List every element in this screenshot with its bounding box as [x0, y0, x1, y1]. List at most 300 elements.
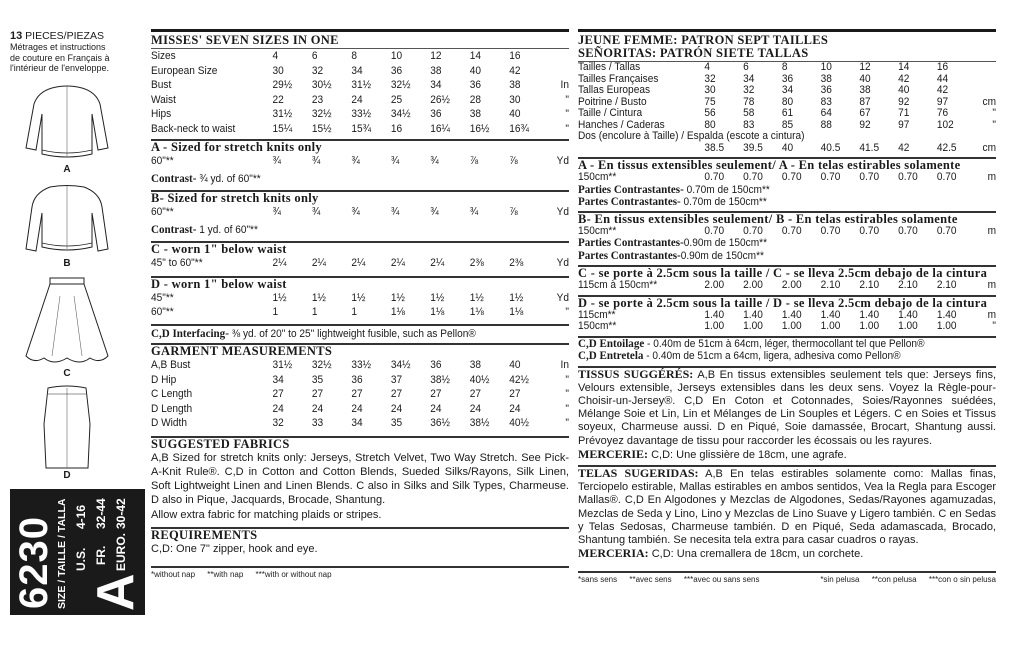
row-label: 115cm**	[578, 308, 616, 321]
fr-view-d-table	[578, 310, 996, 333]
cell-value: 2¼	[272, 257, 287, 269]
cell-value: 33½	[351, 108, 372, 120]
unit	[549, 49, 569, 64]
cell-value: 83	[743, 118, 755, 131]
unit: m	[987, 279, 997, 291]
footnote: ***avec ou sans sens	[683, 575, 760, 585]
unit: In	[560, 79, 570, 91]
cell-value: 36	[469, 79, 482, 91]
cell-value: ⅞	[469, 155, 479, 167]
row-label: Hanches / Caderas	[578, 118, 665, 131]
view-c-label: C	[63, 368, 71, 379]
cell-value: 24	[351, 93, 363, 106]
table-row	[151, 402, 569, 417]
cell-value: 2¼	[351, 257, 366, 269]
table-row	[578, 85, 996, 97]
unit	[549, 64, 569, 79]
cell-value: ¾	[469, 206, 479, 218]
table-row	[578, 280, 996, 292]
cell-value: 0.70	[820, 171, 841, 183]
size-letter: A	[87, 573, 145, 611]
cell-value: 31½	[272, 359, 293, 371]
view-a-contrast: Contrast- ¾ yd. of 60"**	[151, 170, 261, 185]
cell-value: 29½	[272, 79, 293, 91]
size-range-us-label: U.S.	[74, 547, 88, 571]
unit: m	[987, 171, 997, 183]
fr-view-d-title: D - se porte à 2.5cm sous la taille / D - se lleva 2.5cm debajo de la cintura	[578, 295, 988, 310]
cell-value: 26½	[430, 93, 450, 106]
cell-value: 1.00	[781, 320, 802, 332]
cell-value: 80	[781, 95, 794, 108]
pattern-number-badge	[10, 489, 145, 615]
cell-value: 23	[311, 93, 324, 106]
size-range-euro-label: EURO.	[114, 532, 128, 571]
row-label: European Size	[151, 64, 218, 77]
cell-value: 61	[781, 107, 794, 119]
cell-value: 42	[898, 72, 910, 85]
cell-value: 15½	[311, 122, 332, 135]
row-label: 60"**	[151, 155, 174, 167]
requirements-text: C,D: One 7" zipper, hook and eye.	[151, 542, 318, 555]
cell-value: 0.70	[936, 224, 957, 237]
view-b-yardage-table	[151, 205, 569, 220]
cell-value: 31½	[351, 79, 372, 91]
cell-value: ¾	[390, 206, 400, 218]
cell-value: 24	[272, 402, 284, 415]
table-row	[151, 373, 569, 388]
cell-value: 64	[820, 107, 832, 119]
cell-value: ⅞	[509, 206, 518, 218]
cell-value: 2⅜	[469, 257, 484, 269]
table-row	[578, 108, 996, 120]
cell-value: 1.00	[820, 320, 841, 332]
cell-value: 37	[390, 373, 403, 386]
cell-value: 36	[390, 64, 403, 77]
english-footnotes	[151, 570, 569, 579]
row-label: Waist	[151, 93, 176, 106]
table-row	[151, 154, 569, 169]
cell-value: 12	[430, 50, 442, 62]
cell-value: 88	[820, 118, 832, 131]
unit: cm	[982, 95, 997, 108]
spanish-title: SEÑORITAS: PATRÓN SIETE TALLAS	[578, 46, 809, 60]
row-label: Bust	[151, 79, 172, 91]
entretela-note: C,D Entretela - 0.40m de 51cm a 64cm, ligera, adhesiva como Pellon®	[578, 348, 901, 362]
french-note-line: l'intérieur de l'enveloppe.	[10, 63, 109, 73]
cell-value: ¾	[311, 206, 321, 218]
footnote: ***con o sin pelusa	[928, 575, 996, 585]
cell-value: 32½	[311, 359, 332, 371]
cell-value: ¾	[351, 155, 360, 167]
cell-value: 1.40	[859, 308, 880, 321]
cell-value: 1.00	[704, 320, 725, 332]
table-row	[151, 205, 569, 220]
row-label: D Width	[151, 417, 187, 429]
cell-value: ⅞	[509, 155, 518, 167]
cell-value: 1.40	[704, 308, 725, 321]
cell-value: 15¼	[272, 122, 293, 135]
row-label: 150cm**	[578, 171, 617, 183]
cell-value: 32	[311, 64, 324, 77]
cell-value: 38.5	[704, 141, 725, 154]
cell-value: 1.40	[936, 308, 957, 321]
cell-value: 32	[272, 417, 284, 429]
row-label: Tailles / Tallas	[578, 61, 641, 73]
cell-value: 1.00	[743, 320, 763, 332]
view-d-label: D	[63, 470, 71, 481]
cell-value: ¾	[272, 155, 281, 167]
footnote: *sin pelusa	[820, 575, 860, 585]
cell-value: 83	[820, 95, 832, 108]
unit: "	[565, 108, 570, 120]
cell-value: 42½	[509, 373, 529, 386]
cell-value: 40	[898, 84, 910, 96]
cell-value: 1⅛	[430, 306, 445, 318]
table-row	[151, 93, 569, 108]
cell-value: 36	[430, 108, 442, 120]
cell-value: 33½	[351, 359, 372, 371]
cell-value: 32	[743, 84, 755, 96]
cell-value: 36½	[430, 417, 450, 429]
cell-value: 1.00	[936, 320, 957, 332]
view-c-yardage-title: C - worn 1" below waist	[151, 242, 287, 256]
cell-value: 12	[859, 61, 871, 73]
size-range-fr: 32-44	[94, 498, 108, 529]
table-row	[578, 143, 996, 155]
cell-value: 38	[820, 72, 832, 85]
row-label: Tallas Europeas	[578, 84, 651, 96]
es-view-b-contrast: Partes Contrastantes-0.90m de 150cm**	[578, 247, 764, 262]
cell-value: 35	[311, 373, 324, 386]
row-label: Tailles Françaises	[578, 72, 659, 85]
cell-value: 2.10	[859, 279, 880, 291]
cell-value: 1½	[430, 291, 445, 304]
unit: "	[565, 388, 570, 400]
cell-value: 32	[704, 72, 716, 85]
cell-value: 0.70	[704, 171, 725, 183]
unit: "	[565, 93, 570, 106]
cell-value: 16½	[469, 122, 490, 135]
es-view-a-contrast: Partes Contrastantes- 0.70m de 150cm**	[578, 194, 767, 208]
unit: "	[565, 306, 570, 318]
view-a-yardage-title: A - Sized for stretch knits only	[151, 140, 322, 154]
cell-value: 2.10	[936, 279, 957, 291]
table-row	[151, 291, 569, 306]
row-label: D Hip	[151, 373, 177, 386]
row-label: 60"**	[151, 306, 174, 318]
table-row	[578, 310, 996, 322]
table-row	[151, 49, 569, 64]
cell-value: 92	[898, 95, 910, 108]
view-b-label: B	[63, 258, 71, 269]
size-range-us: 4-16	[74, 504, 88, 529]
unit: "	[992, 118, 997, 131]
cell-value: 1½	[311, 291, 326, 304]
cell-value: 92	[859, 118, 871, 131]
cell-value: 97	[898, 118, 910, 131]
cell-value: 34½	[390, 359, 411, 371]
cell-value: 1½	[509, 291, 524, 304]
cell-value: 40½	[509, 417, 529, 429]
cell-value: 0.70	[743, 171, 763, 183]
cell-value: 27	[272, 388, 284, 400]
left-column	[10, 30, 145, 74]
garment-measurements-title: GARMENT MEASUREMENTS	[151, 344, 333, 358]
cell-value: 2¼	[390, 257, 405, 269]
cell-value: 8	[351, 50, 358, 62]
fr-es-footnotes	[578, 575, 996, 584]
unit	[976, 74, 996, 86]
suggested-fabrics-note: Allow extra fabric for matching plaids or stripes.	[151, 508, 382, 521]
cell-value: 2¼	[430, 257, 445, 269]
unit: "	[565, 417, 570, 429]
cell-value: 10	[390, 50, 403, 62]
cell-value: 1.00	[859, 320, 880, 332]
unit: Yd	[556, 291, 570, 304]
cell-value: 36	[820, 84, 832, 96]
cell-value: 2.00	[743, 279, 763, 291]
cell-value: 31½	[272, 108, 293, 120]
view-b-top-sketch-icon	[22, 183, 112, 258]
cell-value: 34	[430, 79, 442, 91]
cell-value: 24	[311, 402, 324, 415]
cell-value: 36	[351, 373, 363, 386]
fr-es-size-chart-table	[578, 62, 996, 131]
cell-value: 1.00	[898, 320, 918, 332]
cell-value: 0.70	[781, 171, 802, 183]
unit: m	[987, 308, 997, 321]
cell-value: 25	[390, 93, 403, 106]
cell-value: 42	[898, 141, 910, 154]
unit: "	[992, 107, 997, 119]
cell-value: 75	[704, 95, 716, 108]
cell-value: ¾	[311, 155, 321, 167]
unit: "	[565, 122, 570, 135]
row-label: 115cm à 150cm**	[578, 279, 658, 291]
size-label: SIZE / TAILLE / TALLA	[56, 498, 68, 609]
row-label: 45"**	[151, 291, 174, 304]
footnote: **with nap	[207, 570, 244, 580]
pieces-info	[10, 30, 145, 74]
cell-value: 40.5	[820, 141, 841, 154]
table-row	[151, 122, 569, 137]
cell-value: 0.70	[781, 224, 802, 237]
cell-value: 76	[936, 107, 949, 119]
table-row	[151, 387, 569, 402]
cell-value: 0.70	[936, 171, 957, 183]
cell-value: 34	[351, 417, 363, 429]
cell-value: 40	[509, 108, 521, 120]
unit: Yd	[556, 257, 570, 269]
cell-value: 24	[351, 402, 363, 415]
row-label: 150cm**	[578, 320, 617, 332]
cell-value: 30	[509, 93, 521, 106]
row-label: Back-neck to waist	[151, 122, 236, 135]
cell-value: 38½	[430, 373, 450, 386]
cell-value: ¾	[272, 206, 281, 218]
cell-value: 10	[820, 61, 832, 73]
cell-value: 1½	[351, 291, 366, 304]
row-label: Sizes	[151, 50, 176, 62]
row-label: A,B Bust	[151, 359, 191, 371]
cell-value: 14	[469, 50, 482, 62]
cell-value: 1⅛	[469, 306, 484, 318]
fr-view-a-contrast: Parties Contrastantes- 0.70m de 150cm**	[578, 181, 770, 196]
unit: Yd	[556, 206, 570, 218]
cell-value: 38	[859, 84, 871, 96]
cell-value: 1	[311, 306, 318, 318]
cell-value: 1½	[272, 291, 287, 304]
pieces-count: 13	[10, 30, 23, 42]
footnote: *without nap	[151, 570, 196, 580]
cell-value: 15¾	[351, 122, 372, 135]
cell-value: 34	[781, 84, 794, 96]
mercerie: MERCERIE: C,D: Une glissière de 18cm, une agrafe.	[578, 446, 847, 461]
cell-value: 1½	[469, 291, 484, 304]
unit: "	[565, 373, 570, 386]
unit: m	[987, 224, 997, 237]
cell-value: 36	[781, 72, 794, 85]
cell-value: 85	[781, 118, 794, 131]
cell-value: 2.10	[898, 279, 918, 291]
cell-value: 97	[936, 95, 949, 108]
cell-value: 38	[430, 64, 442, 77]
fr-view-b-title: B- En tissus extensibles seulement/ B - En telas estirables solamente	[578, 211, 958, 226]
cell-value: 42	[936, 84, 949, 96]
cell-value: 102	[936, 118, 954, 131]
cell-value: 0.70	[820, 224, 841, 237]
cell-value: 16	[390, 122, 403, 135]
row-label: Hips	[151, 108, 172, 120]
interfacing-note: C,D Interfacing- ⅜ yd. of 20" to 25" lightweight fusible, such as Pellon®	[151, 325, 476, 340]
unit: Yd	[556, 155, 570, 167]
cell-value: 24	[390, 402, 403, 415]
cell-value: 2¼	[311, 257, 326, 269]
view-d-yardage-title: D - worn 1" below waist	[151, 276, 287, 291]
view-c-skirt-sketch-icon	[22, 276, 112, 366]
cell-value: 6	[311, 50, 318, 62]
french-note-line: Métrages et instructions	[10, 42, 106, 52]
view-a-top-sketch-icon	[22, 84, 112, 164]
suggested-fabrics-text: A,B Sized for stretch knits only: Jerseys, Stretch Velvet, Two Way Stretch. See Pick-A-Knit Rule®. C,D in Cotton and Cotton Blends, Sueded Silks/Rayons, Silk Linen, Soft Lightweight Linen and Linen Blends. C also in Silks and Silk Types, Charmeuse. D also in Pique, Jacquards, Brocade, Shantung.	[151, 451, 569, 507]
cell-value: 1.40	[898, 308, 918, 321]
cell-value: 30	[272, 64, 284, 77]
cell-value: 34	[743, 72, 755, 85]
size-range-euro: 30-42	[114, 498, 128, 529]
row-label: 60"**	[151, 206, 174, 218]
cell-value: 2.00	[781, 279, 802, 291]
row-label: 150cm**	[578, 224, 617, 237]
cell-value: 35	[390, 417, 403, 429]
cell-value: 40	[859, 72, 871, 85]
table-row	[151, 358, 569, 373]
cell-value: ¾	[430, 206, 439, 218]
cell-value: 27	[469, 388, 482, 400]
table-row	[151, 256, 569, 271]
unit: "	[565, 402, 570, 415]
cell-value: 27	[390, 388, 403, 400]
table-row	[151, 416, 569, 431]
cell-value: 42.5	[936, 141, 957, 154]
cell-value: 2.10	[820, 279, 841, 291]
footnote: **avec sens	[629, 575, 672, 585]
cell-value: 1⅛	[390, 306, 405, 318]
cell-value: 40	[781, 141, 794, 154]
cell-value: 38	[509, 79, 521, 91]
french-title: JEUNE FEMME: PATRON SEPT TAILLES	[578, 33, 829, 47]
unit	[976, 85, 996, 97]
cell-value: 1	[272, 306, 279, 318]
table-row	[151, 64, 569, 79]
cell-value: 1.40	[743, 308, 763, 321]
cell-value: 1.40	[820, 308, 841, 321]
table-row	[578, 321, 996, 333]
cell-value: 87	[859, 95, 871, 108]
cell-value: 0.70	[898, 224, 918, 237]
cell-value: 1½	[390, 291, 405, 304]
entoilage-note: C,D Entoilage - 0.40m de 51cm à 64cm, léger, thermocollant tel que Pellon®	[578, 335, 925, 350]
cell-value: 34	[272, 373, 284, 386]
cell-value: ¾	[430, 155, 439, 167]
row-label	[578, 143, 704, 155]
cell-value: 58	[743, 107, 755, 119]
row-label: Taille / Cintura	[578, 107, 643, 119]
cell-value: 40	[469, 64, 482, 77]
cell-value: 56	[704, 107, 716, 119]
row-label: C Length	[151, 388, 193, 400]
cell-value: 16	[509, 50, 521, 62]
french-note-line: de couture en Français à	[10, 52, 110, 63]
footnote: ***with or without nap	[255, 570, 332, 580]
view-d-yardage-table	[151, 291, 569, 320]
cell-value: 1	[351, 306, 358, 318]
requirements-title: REQUIREMENTS	[151, 527, 258, 542]
table-row	[151, 107, 569, 122]
cell-value: 36	[430, 359, 442, 371]
cell-value: ¾	[390, 155, 400, 167]
cell-value: 27	[351, 388, 363, 400]
cell-value: 8	[781, 61, 788, 73]
english-title: MISSES' SEVEN SIZES IN ONE	[151, 33, 339, 47]
cell-value: 4	[704, 61, 711, 73]
suggested-fabrics-title: SUGGESTED FABRICS	[151, 436, 290, 451]
cell-value: 0.70	[743, 224, 763, 237]
cell-value: 78	[743, 95, 755, 108]
cell-value: 16¼	[430, 122, 450, 135]
view-b-contrast: Contrast- 1 yd. of 60"**	[151, 221, 258, 236]
cell-value: 0.70	[704, 224, 725, 237]
cell-value: 42	[509, 64, 521, 77]
row-label: 45" to 60"**	[151, 257, 203, 269]
back-length-label: Dos (encolure à Taille) / Espalda (escote a cintura)	[578, 130, 805, 142]
view-b-yardage-title: B- Sized for stretch knits only	[151, 191, 319, 205]
row-label: Poitrine / Busto	[578, 95, 647, 108]
cell-value: 33	[311, 417, 324, 429]
cell-value: 80	[704, 118, 716, 131]
view-a-yardage-table	[151, 154, 569, 169]
cell-value: 34	[351, 64, 363, 77]
row-label: D Length	[151, 402, 193, 415]
table-row	[151, 78, 569, 93]
cell-value: 4	[272, 50, 279, 62]
table-row	[151, 305, 569, 320]
cell-value: 38	[469, 359, 482, 371]
unit: cm	[982, 141, 997, 154]
cell-value: 40½	[469, 373, 490, 386]
cell-value: 16¾	[509, 122, 529, 135]
fr-view-b-contrast: Parties Contrastantes-0.90m de 150cm**	[578, 235, 768, 249]
cell-value: 0.70	[859, 224, 880, 237]
